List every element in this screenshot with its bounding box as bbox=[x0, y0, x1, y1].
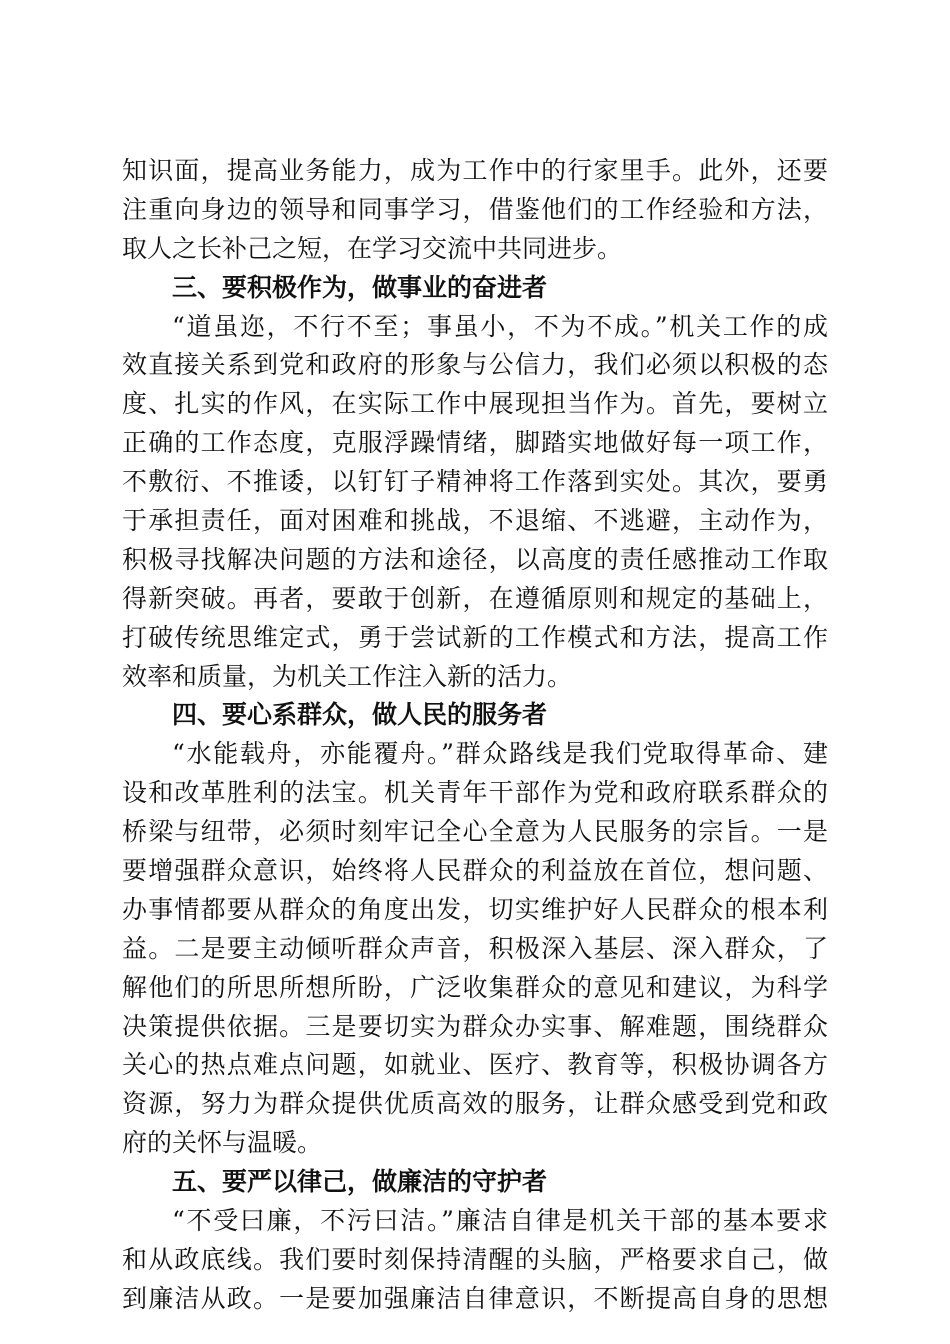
section-heading-3: 三、要积极作为，做事业的奋进者 bbox=[172, 272, 548, 302]
paragraph-line: 效直接关系到党和政府的形象与公信力，我们必须以积极的态 bbox=[122, 350, 828, 380]
paragraph-line: 关心的热点难点问题，如就业、医疗、教育等，积极协调各方 bbox=[122, 1050, 828, 1080]
paragraph-line: 和从政底线。我们要时刻保持清醒的头脑，严格要求自己，做 bbox=[122, 1244, 828, 1274]
paragraph-line: 不敷衍、不推诿，以钉钉子精神将工作落到实处。其次，要勇 bbox=[122, 467, 828, 497]
paragraph-line: 注重向身边的领导和同事学习，借鉴他们的工作经验和方法， bbox=[122, 194, 828, 224]
paragraph-line: 得新突破。再者，要敢于创新，在遵循原则和规定的基础上， bbox=[122, 583, 828, 613]
paragraph-line: 府的关怀与温暖。 bbox=[122, 1128, 323, 1158]
paragraph-line: 打破传统思维定式，勇于尝试新的工作模式和方法，提高工作 bbox=[122, 622, 828, 652]
paragraph-line: 效率和质量，为机关工作注入新的活力。 bbox=[122, 661, 573, 691]
paragraph-line: 度、扎实的作风，在实际工作中展现担当作为。首先，要树立 bbox=[122, 389, 828, 419]
paragraph-line: 积极寻找解决问题的方法和途径，以高度的责任感推动工作取 bbox=[122, 544, 828, 574]
paragraph-line: 取人之长补己之短，在学习交流中共同进步。 bbox=[122, 233, 623, 263]
section-heading-4: 四、要心系群众，做人民的服务者 bbox=[172, 700, 548, 730]
paragraph-line: 设和改革胜利的法宝。机关青年干部作为党和政府联系群众的 bbox=[122, 778, 828, 808]
paragraph-line: 要增强群众意识，始终将人民群众的利益放在首位，想问题、 bbox=[122, 856, 828, 886]
paragraph-line: 解他们的所思所想所盼，广泛收集群众的意见和建议，为科学 bbox=[122, 972, 828, 1002]
section-heading-5: 五、要严以律己，做廉洁的守护者 bbox=[172, 1167, 548, 1197]
paragraph-line: “道虽迩，不行不至；事虽小，不为不成。”机关工作的成 bbox=[172, 311, 828, 341]
paragraph-line: 资源，努力为群众提供优质高效的服务，让群众感受到党和政 bbox=[122, 1089, 828, 1119]
paragraph-line: 知识面，提高业务能力，成为工作中的行家里手。此外，还要 bbox=[122, 156, 828, 185]
paragraph-line: “不受曰廉，不污曰洁。”廉洁自律是机关干部的基本要求 bbox=[172, 1206, 828, 1236]
paragraph-line: 正确的工作态度，克服浮躁情绪，脚踏实地做好每一项工作， bbox=[122, 428, 828, 458]
paragraph-line: 于承担责任，面对困难和挑战，不退缩、不逃避，主动作为， bbox=[122, 506, 828, 536]
paragraph-line: 益。二是要主动倾听群众声音，积极深入基层、深入群众，了 bbox=[122, 933, 828, 963]
paragraph-line: 到廉洁从政。一是要加强廉洁自律意识，不断提高自身的思想 bbox=[122, 1283, 828, 1313]
paragraph-line: “水能载舟，亦能覆舟。”群众路线是我们党取得革命、建 bbox=[172, 739, 828, 769]
paragraph-line: 办事情都要从群众的角度出发，切实维护好人民群众的根本利 bbox=[122, 894, 828, 924]
paragraph-line: 桥梁与纽带，必须时刻牢记全心全意为人民服务的宗旨。一是 bbox=[122, 817, 828, 847]
paragraph-line: 决策提供依据。三是要切实为群众办实事、解难题，围绕群众 bbox=[122, 1011, 828, 1041]
document-body bbox=[122, 152, 828, 1319]
